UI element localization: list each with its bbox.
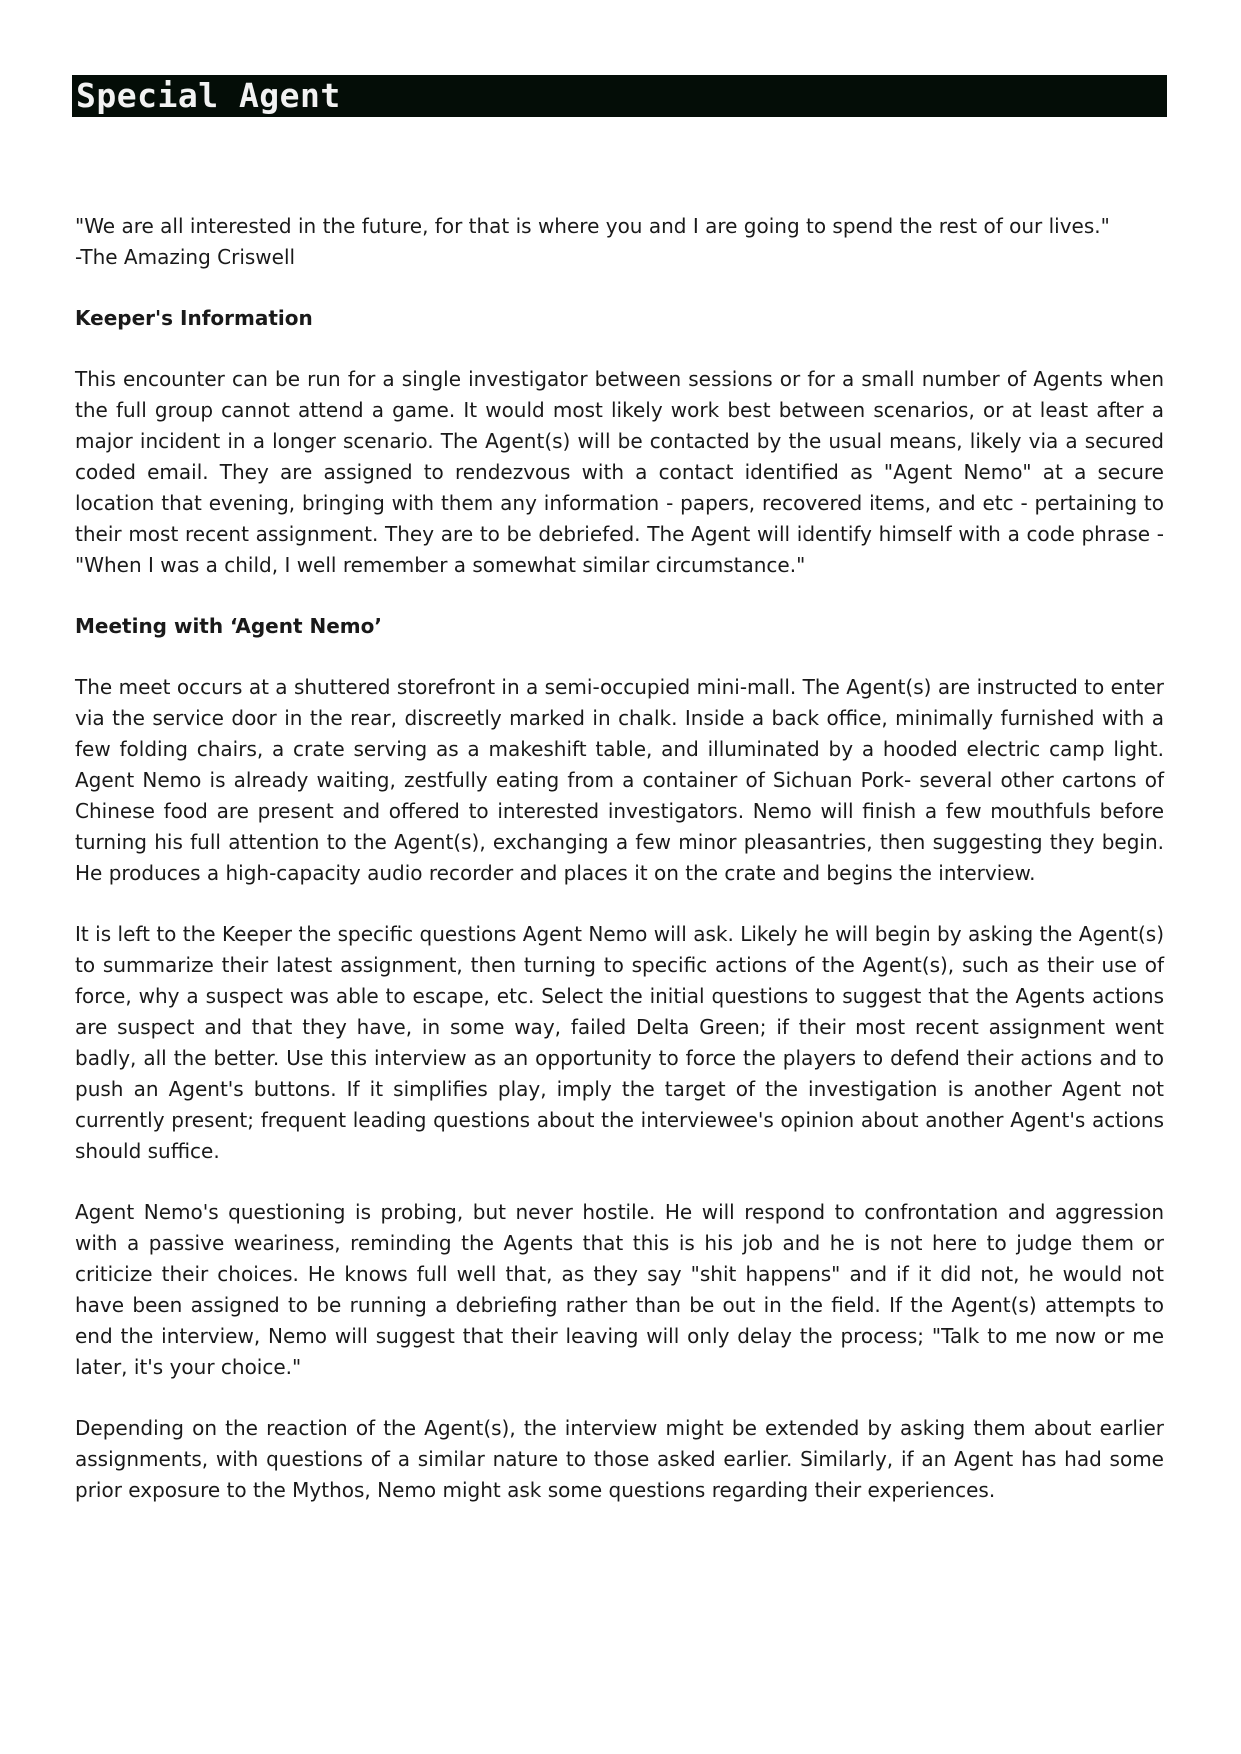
keepers-information-paragraph: This encounter can be run for a single investigator between sessions or for a small number of Agents when the full group cannot attend a game. It would most likely work best between scenarios, or at least after a major incident in a longer scenario. The Agent(s) will be contacted by the usual means, likely via a secured coded email. They are assigned to rendezvous with a contact identified as "Agent Nemo" at a secure location that evening, bringing with them any information - papers, recovered items, and etc - pertaining to their most recent assignment. They are to be debriefed. The Agent will identify himself with a code phrase - "When I was a child, I well remember a somewhat similar circumstance." xyxy=(75,367,1164,577)
section-heading-keepers-information: Keeper's Information xyxy=(75,306,313,330)
epigraph-attribution: -The Amazing Criswell xyxy=(75,245,296,269)
meeting-paragraph-1: The meet occurs at a shuttered storefront in a semi-occupied mini-mall. The Agent(s) are instructed to enter via the service door in the rear, discreetly marked in chalk. Inside a back office, minimally furnished with a few folding chairs, a crate serving as a makeshift table, and illuminated by a hooded electric camp light. Agent Nemo is already waiting, zestfully eating from a container of Sichuan Pork- several other cartons of Chinese food are present and offered to interested investigators. Nemo will finish a few mouthfuls before turning his full attention to the Agent(s), exchanging a few minor pleasantries, then suggesting they begin. He produces a high-capacity audio recorder and places it on the crate and begins the interview. xyxy=(75,675,1164,885)
epigraph-quote: "We are all interested in the future, for that is where you and I are going to spend the rest of our lives." xyxy=(75,214,1110,238)
meeting-paragraph-2: It is left to the Keeper the specific questions Agent Nemo will ask. Likely he will begin by asking the Agent(s) to summarize their latest assignment, then turning to specific actions of the Agent(s), such as their use of force, why a suspect was able to escape, etc. Select the initial questions to suggest that the Agents actions are suspect and that they have, in some way, failed Delta Green; if their most recent assignment went badly, all the better. Use this interview as an opportunity to force the players to defend their actions and to push an Agent's buttons. If it simplifies play, imply the target of the investigation is another Agent not currently present; frequent leading questions about the interviewee's opinion about another Agent's actions should suffice. xyxy=(75,922,1164,1163)
document-body xyxy=(75,211,1164,1536)
meeting-paragraph-4: Depending on the reaction of the Agent(s), the interview might be extended by asking them about earlier assignments, with questions of a similar nature to those asked earlier. Similarly, if an Agent has had some prior exposure to the Mythos, Nemo might ask some questions regarding their experiences. xyxy=(75,1416,1164,1502)
section-heading-meeting: Meeting with ‘Agent Nemo’ xyxy=(75,614,382,638)
epigraph xyxy=(75,211,1164,273)
page-title-bar xyxy=(72,75,1167,117)
page-title: Special Agent xyxy=(76,76,341,115)
meeting-paragraph-3: Agent Nemo's questioning is probing, but never hostile. He will respond to confrontation and aggression with a passive weariness, reminding the Agents that this is his job and he is not here to judge them or criticize their choices. He knows full well that, as they say "shit happens" and if it did not, he would not have been assigned to be running a debriefing rather than be out in the field. If the Agent(s) attempts to end the interview, Nemo will suggest that their leaving will only delay the process; "Talk to me now or me later, it's your choice." xyxy=(75,1200,1164,1379)
